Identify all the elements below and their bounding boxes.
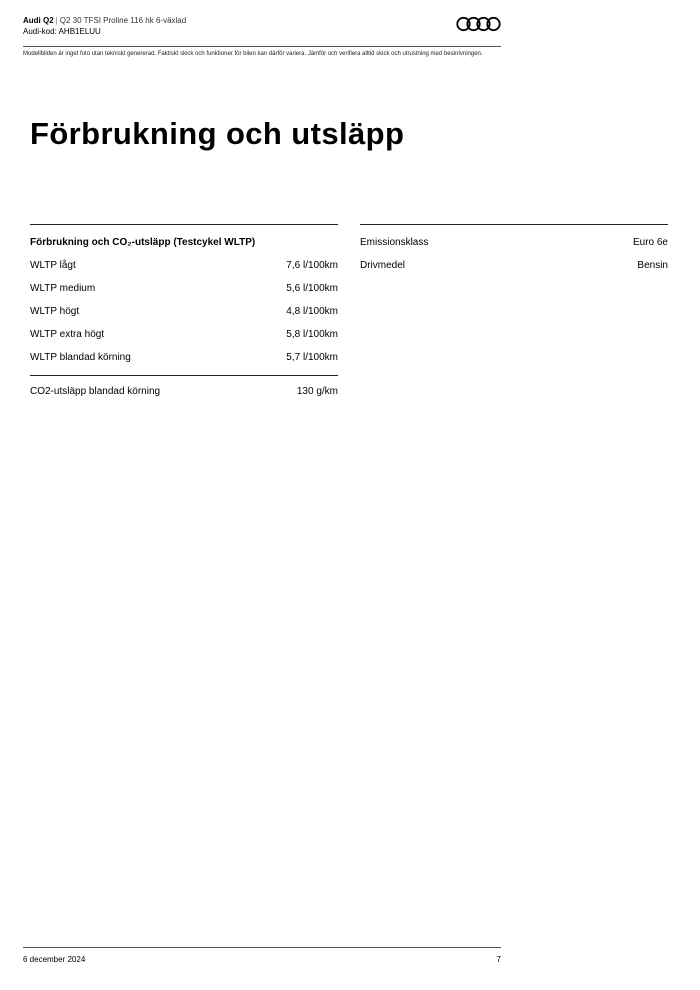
model-name: Audi Q2: [23, 16, 54, 25]
footer-divider: [23, 947, 501, 948]
row-value: Euro 6e: [632, 237, 668, 248]
table-row: [30, 283, 338, 295]
table-row: [30, 329, 338, 341]
row-value: Bensin: [637, 260, 668, 271]
co2-value: 130 g/km: [296, 386, 338, 397]
table-top-divider: [360, 224, 668, 225]
row-label: Drivmedel: [360, 260, 406, 271]
table-row: [360, 237, 668, 249]
row-label: WLTP högt: [30, 306, 80, 317]
co2-row: [30, 386, 338, 398]
audi-four-rings-icon: [456, 16, 501, 32]
row-value: 5,8 l/100km: [286, 329, 338, 340]
row-label: WLTP extra högt: [30, 329, 105, 340]
audi-code: Audi-kod: AHB1ELUU: [23, 27, 101, 36]
co2-divider: [30, 375, 338, 376]
row-label: Emissionsklass: [360, 237, 429, 248]
co2-label: CO2-utsläpp blandad körning: [30, 386, 161, 397]
footer-date: 6 december 2024: [23, 955, 86, 964]
table-row: [30, 352, 338, 364]
row-value: 5,6 l/100km: [286, 283, 338, 294]
table-row: [30, 306, 338, 318]
table-top-divider: [30, 224, 338, 225]
table-row: [360, 260, 668, 272]
consumption-table: [30, 224, 338, 398]
row-value: 4,8 l/100km: [286, 306, 338, 317]
model-variant: Q2 30 TFSI Proline 116 hk 6-växlad: [59, 16, 187, 25]
row-value: 7,6 l/100km: [286, 260, 338, 271]
table-row: [30, 260, 338, 272]
header-separator: |: [55, 16, 58, 25]
row-value: 5,7 l/100km: [286, 352, 338, 363]
page-title: Förbrukning och utsläpp: [30, 116, 405, 151]
row-label: WLTP medium: [30, 283, 96, 294]
row-label: WLTP blandad körning: [30, 352, 131, 363]
document-header: [23, 16, 501, 37]
header-divider: [23, 46, 501, 47]
row-label: WLTP lågt: [30, 260, 76, 271]
consumption-section-title: Förbrukning och CO₂-utsläpp (Testcykel WLTP): [30, 237, 256, 248]
disclaimer-text: Modellbilden är inget foto utan tekniskt genererad. Faktiskt skick och funktioner för bilen kan därför variera. Jämför och verifiera alltid skick och utrustning med beskrivningen.: [23, 51, 483, 57]
vehicle-title: [23, 16, 501, 26]
page-number: 7: [496, 955, 501, 964]
emissions-table: [360, 224, 668, 272]
